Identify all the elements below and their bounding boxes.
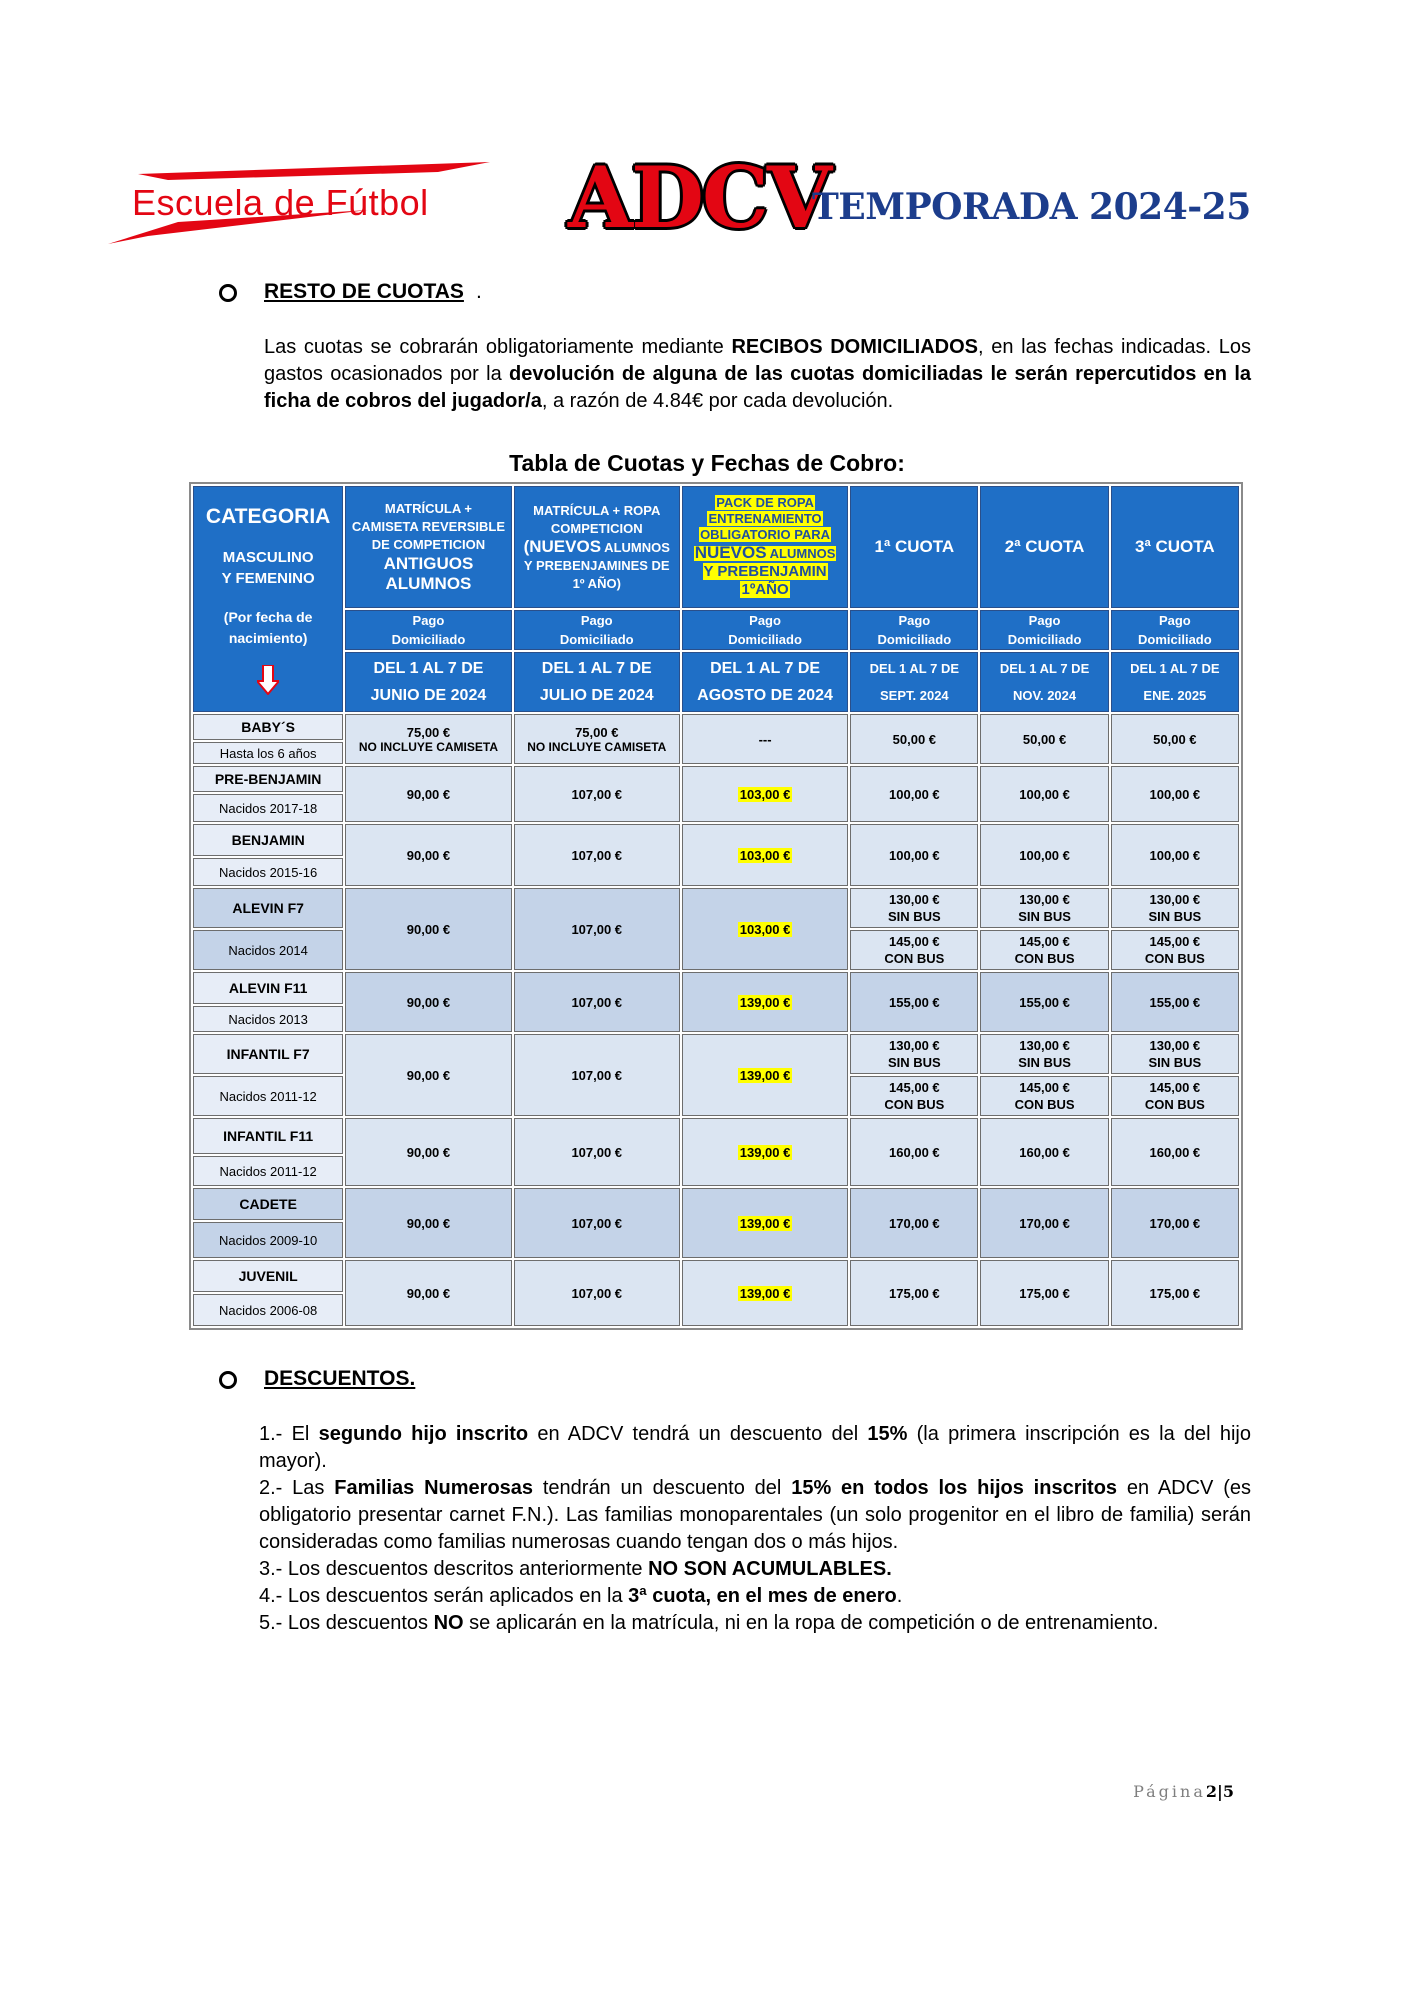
table-row: ALEVIN F11 90,00 € 107,00 € 139,00 € 155,00 € 155,00 € 155,00 € <box>193 972 1239 1004</box>
pago-3: Pago Domiciliado <box>682 610 848 650</box>
table-row: ALEVIN F7 90,00 € 107,00 € 103,00 € 130,00 € SIN BUS 130,00 € SIN BUS 130,00 € SIN BUS <box>193 888 1239 928</box>
adcv-logo <box>564 148 831 247</box>
down-arrow-icon <box>257 665 279 693</box>
table-row: INFANTIL F7 90,00 € 107,00 € 139,00 € 130,00 € SIN BUS 130,00 € SIN BUS 130,00 € SIN BUS <box>193 1034 1239 1074</box>
section-title-cuotas: RESTO DE CUOTAS <box>264 280 464 303</box>
col-cuota-2: 2ª CUOTA <box>980 486 1108 608</box>
table-row: CADETE 90,00 € 107,00 € 139,00 € 170,00 € 170,00 € 170,00 € <box>193 1188 1239 1220</box>
cuotas-paragraph: Las cuotas se cobrarán obligatoriamente mediante RECIBOS DOMICILIADOS, en las fechas indicadas. Los gastos ocasionados por la devolución de alguna de las cuotas domiciliadas le serán repercutidos en la ficha de cobros del jugador/a, a razón de 4.84€ por cada devolución. <box>264 336 1251 412</box>
date-2: DEL 1 AL 7 DE JULIO DE 2024 <box>514 652 680 712</box>
table-row: JUVENIL 90,00 € 107,00 € 139,00 € 175,00 € 175,00 € 175,00 € <box>193 1260 1239 1292</box>
escuela-futbol-logo <box>108 160 498 246</box>
pago-4: Pago Domiciliado <box>850 610 978 650</box>
bullet-icon <box>219 1371 237 1389</box>
category-header: CATEGORIA MASCULINO Y FEMENINO (Por fecha de nacimiento) <box>193 486 343 712</box>
date-5: DEL 1 AL 7 DE NOV. 2024 <box>980 652 1108 712</box>
pago-1: Pago Domiciliado <box>345 610 511 650</box>
table-row: PRE-BENJAMIN 90,00 € 107,00 € 103,00 € 100,00 € 100,00 € 100,00 € <box>193 766 1239 792</box>
col-matricula-nuevos: MATRÍCULA + ROPA COMPETICION (NUEVOS ALUMNOS Y PREBENJAMINES DE 1º AÑO) <box>514 486 680 608</box>
fees-table: CATEGORIA MASCULINO Y FEMENINO (Por fecha de nacimiento) MATRÍCULA + CAMISETA REVERSIBLE DE COMPETICION ANTIGUOS ALUMNOS MATRÍCULA + ROPA COMPETICION (NUEVOS ALUMNOS Y PREBENJAMINES DE 1º AÑO) PACK DE ROPA ENTRENAMIENTO OBLIGATORIO PARA NUEVOS ALUMNOS Y PREBENJAMIN 1ºAÑO 1ª CUOTA 2ª CUOTA 3ª CUOTA Pago Domiciliado Pago Domiciliado Pago Domiciliado Pago Domiciliado Pago Domiciliado Pago Domiciliado DEL 1 AL 7 DE JUNIO DE 2024 DEL 1 AL 7 DE JULIO DE 2024 DEL 1 AL 7 DE AGOSTO DE 2024 DEL 1 AL 7 DE SEPT. 2024 DEL 1 AL 7 DE NOV. 2024 DEL 1 AL 7 DE ENE. 2025 BABY´S 75,00 € NO INCLUYE CAMISETA 75,00 € NO INCLUYE CAMISETA --- 50,00 € 50,00 € 50,00 € Hasta los 6 años PRE-BENJAMIN 90,00 € 107,00 € 103,00 € 100,00 € 100,00 € 100,00 € Nacidos 2017-18 BENJAMIN 90,00 € 107,00 € 103,00 € 100,00 € 100,00 € 100,00 € Nacidos 2015-16 ALEVIN F7 90,00 € 107,00 € 103,00 € 130,00 € SIN BUS 130,00 € SIN BUS 130,00 € SIN BUS Nacidos 2014 145,00 € CON BUS 145,00 € CON BUS 145,00 € CON BUS ALEVIN F11 90,00 € 107,00 € 139,00 € 155,00 € 155,00 € 155,00 € Nacidos 2013 INFANTIL F7 90,00 € 107,00 € 139,00 € 130,00 € SIN BUS 130,00 € SIN BUS 130,00 € SIN BUS Nacidos 2011-12 145,00 € CON BUS 145,00 € CON BUS 145,00 € CON BUS INFANTIL F11 90,00 € 107,00 € 139,00 € 160,00 € 160,00 € 160,00 € Nacidos 2011-12 CADETE 90,00 € 107,00 € 139,00 € 170,00 € 170,00 € 170,00 € Nacidos 2009-10 JUVENIL 90,00 € 107,00 € 139,00 € 175,00 € 175,00 € 175,00 € Nacidos 2006-08 <box>191 484 1241 1328</box>
table-row: BABY´S 75,00 € NO INCLUYE CAMISETA 75,00 € NO INCLUYE CAMISETA --- 50,00 € 50,00 € 50,00 € <box>193 714 1239 740</box>
col-cuota-1: 1ª CUOTA <box>850 486 978 608</box>
pago-2: Pago Domiciliado <box>514 610 680 650</box>
table-row: BENJAMIN 90,00 € 107,00 € 103,00 € 100,00 € 100,00 € 100,00 € <box>193 824 1239 856</box>
season-title: TEMPORADA 2024-25 <box>812 186 1251 228</box>
pago-6: Pago Domiciliado <box>1111 610 1239 650</box>
list-item: 5.- Los descuentos NO se aplicarán en la matrícula, ni en la ropa de competición o de entrenamiento. <box>259 1612 1159 1634</box>
page-number: Página2|5 <box>1133 1782 1234 1801</box>
list-item: 2.- Las Familias Numerosas tendrán un descuento del 15% en todos los hijos inscritos en ADCV (es obligatorio presentar carnet F.N.). Las familias monoparentales (un solo progenitor en el libro de familia) serán consideradas como familias numerosas cuando tengan dos o más hijos. <box>259 1477 1251 1553</box>
section-title-suffix: . <box>476 280 482 303</box>
col-pack-ropa: PACK DE ROPA ENTRENAMIENTO OBLIGATORIO PARA NUEVOS ALUMNOS Y PREBENJAMIN 1ºAÑO <box>682 486 848 608</box>
bullet-icon <box>219 284 237 302</box>
logo-text: Escuela de Fútbol <box>132 182 429 223</box>
col-cuota-3: 3ª CUOTA <box>1111 486 1239 608</box>
section-title-descuentos: DESCUENTOS. <box>264 1367 416 1390</box>
date-3: DEL 1 AL 7 DE AGOSTO DE 2024 <box>682 652 848 712</box>
list-item: 4.- Los descuentos serán aplicados en la 3ª cuota, en el mes de enero. <box>259 1585 903 1607</box>
date-4: DEL 1 AL 7 DE SEPT. 2024 <box>850 652 978 712</box>
descuentos-list <box>259 1421 1251 1637</box>
list-item: 3.- Los descuentos descritos anteriormente NO SON ACUMULABLES. <box>259 1558 892 1580</box>
table-title: Tabla de Cuotas y Fechas de Cobro: <box>509 450 905 476</box>
table-row: INFANTIL F11 90,00 € 107,00 € 139,00 € 160,00 € 160,00 € 160,00 € <box>193 1118 1239 1154</box>
date-6: DEL 1 AL 7 DE ENE. 2025 <box>1111 652 1239 712</box>
list-item: 1.- El segundo hijo inscrito en ADCV tendrá un descuento del 15% (la primera inscripción es la del hijo mayor). <box>259 1423 1251 1472</box>
date-1: DEL 1 AL 7 DE JUNIO DE 2024 <box>345 652 511 712</box>
pago-5: Pago Domiciliado <box>980 610 1108 650</box>
col-matricula-antiguos: MATRÍCULA + CAMISETA REVERSIBLE DE COMPETICION ANTIGUOS ALUMNOS <box>345 486 511 608</box>
adcv-brand: ADCV <box>568 148 831 247</box>
